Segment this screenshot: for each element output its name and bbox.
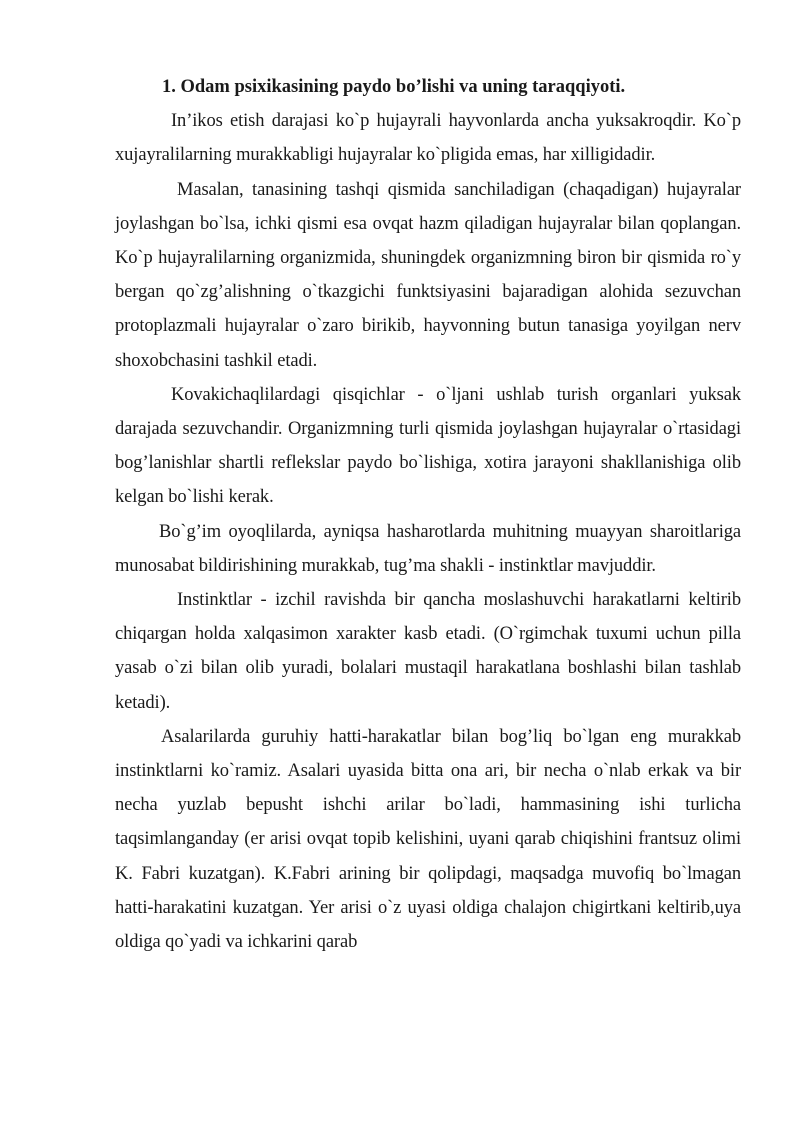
paragraph-6: Asalarilarda guruhiy hatti-harakatlar bilan bog’liq bo`lgan eng murakkab instinktlarni ko`ramiz. Asalari uyasida bitta ona ari, bir necha o`nlab erkak va bir necha yuzlab bepusht ishchi arilar bo`ladi, hammasining ishi turlicha taqsimlanganday (er arisi ovqat topib kelishini, uyani qarab chiqishini frantsuz olimi K. Fabri kuzatgan). K.Fabri arining bir qolipdagi, maqsadga muvofiq bo`lmagan hatti-harakatini kuzatgan. Yer arisi o`z uyasi oldiga chalajon chigirtkani keltirib,uya oldiga qo`yadi va ichkarini qarab xyxy=(115,726,741,953)
paragraph-5: Instinktlar - izchil ravishda bir qancha moslashuvchi harakatlarni keltirib chiqargan holda xalqasimon xarakter kasb etadi. (O`rgimchak tuxumi uchun pilla yasab o`zi bilan olib yuradi, bolalari mustaqil harakatlana boshlashi bilan tashlab ketadi). xyxy=(115,590,741,713)
document-body xyxy=(115,70,741,959)
paragraph-2: Masalan, tanasining tashqi qismida sanchiladigan (chaqadigan) hujayralar joylashgan bo`lsa, ichki qismi esa ovqat hazm qiladigan hujayralar bilan qoplangan. Ko`p hujayralilarning organizmida, shuningdek organizmning biron bir qismida ro`y bergan qo`zg’alishning o`tkazgichi funktsiyasini bajaradigan alohida sezuvchan protoplazmali hujayralar o`zaro birikib, hayvonning butun tanasiga yoyilgan nerv shoxobchasini tashkil etadi. xyxy=(115,179,741,371)
paragraph-4: Bo`g’im oyoqlilarda, ayniqsa hasharotlarda muhitning muayyan sharoitlariga munosabat bildirishining murakkab, tug’ma shakli - instinktlar mavjuddir. xyxy=(115,521,741,576)
paragraph-3: Kovakichaqlilardagi qisqichlar - o`ljani ushlab turish organlari yuksak darajada sezuvchandir. Organizmning turli qismida joylashgan hujayralar o`rtasidagi bog’lanishlar shartli reflekslar paydo bo`lishiga, xotira jarayoni shakllanishiga olib kelgan bo`lishi kerak. xyxy=(115,384,741,508)
section-heading: 1. Odam psixikasining paydo bo’lishi va uning taraqqiyoti. xyxy=(162,77,626,97)
paragraph-1: In’ikos etish darajasi ko`p hujayrali hayvonlarda ancha yuksakroqdir. Ko`p xujayralilarning murakkabligi hujayralar ko`pligida emas, har xilligidadir. xyxy=(115,111,741,166)
